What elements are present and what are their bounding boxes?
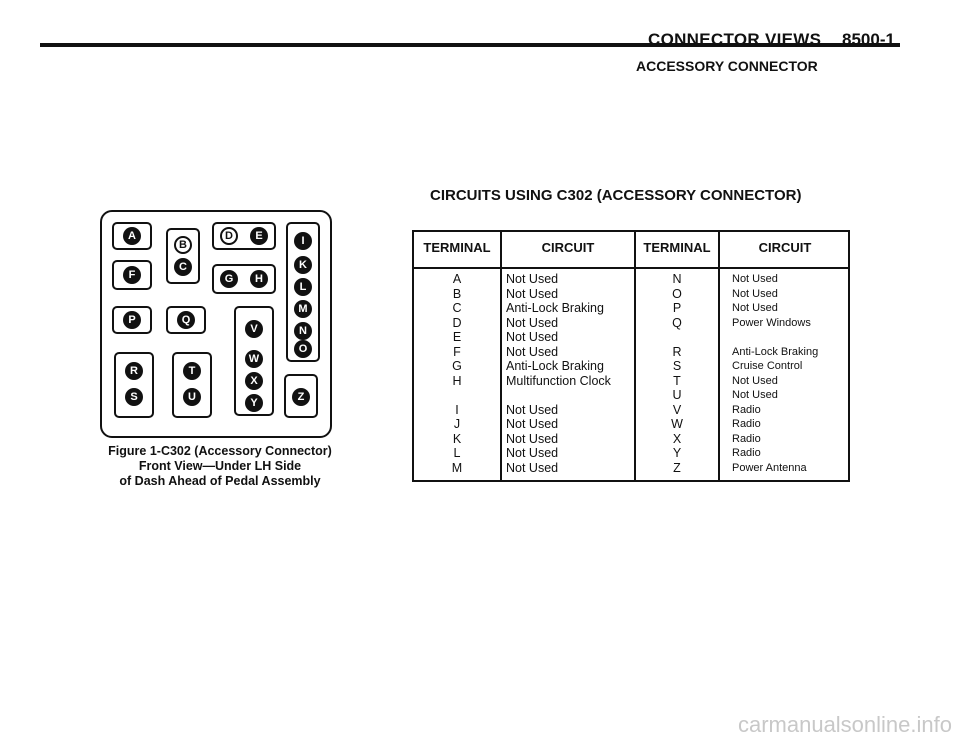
- pin-l: L: [294, 278, 312, 296]
- pin-n: N: [294, 322, 312, 340]
- circuit-cell: Cruise Control: [732, 360, 803, 372]
- pin-c: C: [174, 258, 192, 276]
- terminal-cell: A: [452, 272, 462, 286]
- table-row: [414, 301, 848, 316]
- circuit-cell: Not Used: [732, 389, 778, 401]
- terminal-cell: P: [672, 301, 682, 315]
- page-title: CONNECTOR VIEWS: [648, 30, 822, 49]
- page-subtitle: ACCESSORY CONNECTOR: [636, 58, 818, 74]
- circuit-cell: Not Used: [506, 344, 559, 359]
- pin-u: U: [183, 388, 201, 406]
- header-circuit-2: CIRCUIT: [758, 240, 812, 255]
- pin-y: Y: [245, 394, 263, 412]
- pin-g: G: [220, 270, 238, 288]
- circuit-cell: Not Used: [506, 446, 559, 460]
- terminal-cell: T: [673, 373, 681, 388]
- pin-z: Z: [292, 388, 310, 406]
- table-row: [414, 417, 848, 432]
- pin-b: B: [174, 236, 192, 254]
- pin-o: O: [294, 340, 312, 358]
- pin-m: M: [294, 300, 312, 318]
- circuit-cell: Not Used: [732, 273, 778, 285]
- pin-h: H: [250, 270, 268, 288]
- terminal-cell: I: [455, 402, 459, 417]
- terminal-cell: F: [453, 344, 461, 359]
- header-terminal-2: TERMINAL: [643, 240, 711, 255]
- table-body: [414, 272, 848, 475]
- terminal-cell: V: [672, 402, 682, 417]
- table-row: [414, 446, 848, 461]
- circuit-cell: Not Used: [732, 287, 778, 300]
- table-row: [414, 272, 848, 287]
- watermark: carmanualsonline.info: [737, 712, 952, 737]
- connector-diagram: [100, 210, 332, 438]
- pin-t: T: [183, 362, 201, 380]
- terminal-cell: H: [452, 373, 462, 388]
- terminal-cell: Z: [673, 460, 681, 475]
- pin-p: P: [123, 311, 141, 329]
- figure-caption: [100, 444, 340, 489]
- circuit-cell: Not Used: [506, 460, 559, 475]
- pin-f: F: [123, 266, 141, 284]
- terminal-cell: L: [453, 446, 461, 460]
- terminal-cell: O: [672, 286, 682, 301]
- table-row: [414, 388, 848, 403]
- terminal-cell: E: [452, 330, 462, 344]
- pin-q: Q: [177, 311, 195, 329]
- caption-line-1: Figure 1-C302 (Accessory Connector): [108, 444, 332, 458]
- terminal-cell: J: [453, 417, 461, 431]
- terminal-cell: K: [452, 431, 462, 446]
- circuit-cell: Not Used: [732, 374, 778, 387]
- terminal-cell: S: [672, 359, 682, 373]
- table-row: [414, 316, 848, 331]
- circuit-cell: Radio: [732, 447, 761, 459]
- circuit-cell: Power Antenna: [732, 461, 807, 474]
- circuit-cell: Multifunction Clock: [506, 373, 611, 388]
- table-row: [414, 374, 848, 389]
- terminal-cell: C: [452, 301, 462, 315]
- circuit-cell: Not Used: [732, 302, 778, 314]
- terminal-cell: W: [671, 417, 683, 431]
- terminal-cell: N: [672, 272, 682, 286]
- pin-s: S: [125, 388, 143, 406]
- caption-line-2: Front View—Under LH Side: [138, 459, 302, 473]
- circuit-cell: Not Used: [506, 272, 559, 286]
- table-title: CIRCUITS USING C302 (ACCESSORY CONNECTOR): [430, 187, 802, 204]
- circuit-cell: Not Used: [506, 431, 559, 446]
- pin-e: E: [250, 227, 268, 245]
- pin-k: K: [294, 256, 312, 274]
- terminal-cell: Q: [672, 315, 682, 330]
- table-row: [414, 359, 848, 374]
- pin-a: A: [123, 227, 141, 245]
- terminal-cell: B: [452, 286, 462, 301]
- terminal-cell: R: [672, 344, 682, 359]
- terminal-cell: U: [672, 388, 682, 402]
- table-row: [414, 403, 848, 418]
- table-row: [414, 330, 848, 345]
- circuit-cell: Not Used: [506, 402, 559, 417]
- circuit-cell: Not Used: [506, 330, 559, 344]
- terminal-cell: G: [452, 359, 462, 373]
- circuit-cell: Radio: [732, 432, 761, 445]
- circuit-cell: Power Windows: [732, 316, 811, 329]
- pin-r: R: [125, 362, 143, 380]
- header-divider: [414, 267, 848, 269]
- table-row: [414, 432, 848, 447]
- header-terminal-1: TERMINAL: [423, 240, 491, 255]
- terminal-cell: X: [672, 431, 682, 446]
- circuit-cell: Anti-Lock Braking: [506, 359, 604, 373]
- circuit-cell: Not Used: [506, 315, 559, 330]
- pin-w: W: [245, 350, 263, 368]
- circuit-cell: Not Used: [506, 417, 559, 431]
- circuits-table: [412, 230, 850, 482]
- caption-line-3: of Dash Ahead of Pedal Assembly: [119, 474, 321, 488]
- pin-i: I: [294, 232, 312, 250]
- table-row: [414, 345, 848, 360]
- circuit-cell: Radio: [732, 403, 761, 416]
- terminal-cell: Y: [672, 446, 682, 460]
- pin-x: X: [245, 372, 263, 390]
- circuit-cell: Anti-Lock Braking: [506, 301, 604, 315]
- pin-d: D: [220, 227, 238, 245]
- circuit-cell: Radio: [732, 418, 761, 430]
- terminal-cell: M: [451, 460, 463, 475]
- header-circuit-1: CIRCUIT: [541, 240, 595, 255]
- table-row: [414, 461, 848, 476]
- pin-v: V: [245, 320, 263, 338]
- circuit-cell: Not Used: [506, 286, 559, 301]
- table-row: [414, 287, 848, 302]
- circuit-cell: Anti-Lock Braking: [732, 345, 819, 358]
- page-number: 8500-1: [842, 30, 895, 49]
- terminal-cell: D: [452, 315, 462, 330]
